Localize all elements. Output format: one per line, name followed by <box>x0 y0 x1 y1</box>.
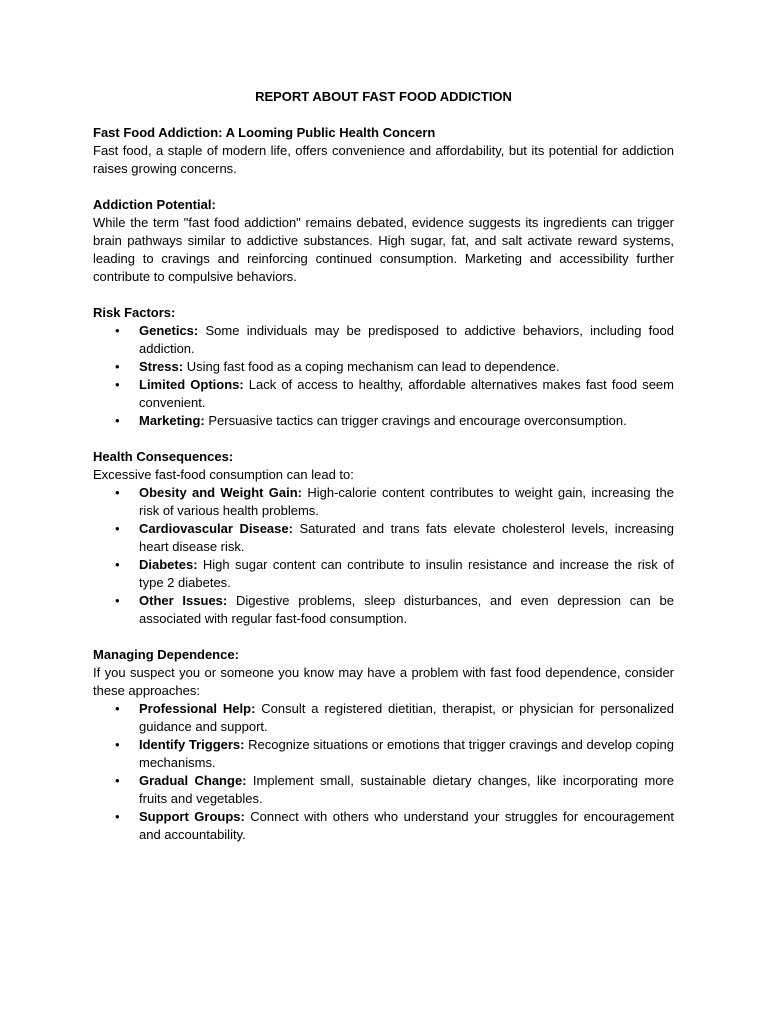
section-heading: Addiction Potential: <box>93 197 216 212</box>
section-intro <box>93 124 674 178</box>
bullet-icon: • <box>115 377 120 392</box>
list-item-text: Connect with others who understand your struggles for encouragement and accountability. <box>139 809 674 842</box>
bullet-icon: • <box>115 701 120 716</box>
list-item-term: Other Issues: <box>139 593 228 608</box>
list-item-text: Consult a registered dietitian, therapist, or physician for personalized guidance and support. <box>139 701 674 734</box>
list-item-term: Gradual Change: <box>139 773 247 788</box>
list-item <box>93 808 674 844</box>
section-risk-factors <box>93 304 674 430</box>
list-item <box>93 736 674 772</box>
list-item-text: Lack of access to healthy, affordable alternatives makes fast food seem convenient. <box>139 377 674 410</box>
list-item-text: Using fast food as a coping mechanism can lead to dependence. <box>186 359 560 374</box>
list-item-term: Support Groups: <box>139 809 245 824</box>
bullet-icon: • <box>115 809 120 824</box>
list-item <box>93 592 674 628</box>
bullet-list <box>93 484 674 628</box>
list-item-text: Implement small, sustainable dietary changes, like incorporating more fruits and vegetables. <box>139 773 675 806</box>
bullet-icon: • <box>115 773 120 788</box>
list-item-term: Stress: <box>139 359 184 374</box>
bullet-icon: • <box>115 359 120 374</box>
list-item-text: High sugar content can contribute to insulin resistance and increase the risk of type 2 diabetes. <box>139 557 674 590</box>
list-item <box>93 556 674 592</box>
bullet-icon: • <box>115 557 120 572</box>
bullet-icon: • <box>115 593 120 608</box>
list-item-term: Diabetes: <box>139 557 198 572</box>
list-item <box>93 700 674 736</box>
bullet-list <box>93 322 674 430</box>
bullet-icon: • <box>115 323 120 338</box>
section-health-consequences <box>93 448 674 628</box>
section-heading: Managing Dependence: <box>93 647 239 662</box>
section-heading: Health Consequences: <box>93 449 234 464</box>
list-item <box>93 376 674 412</box>
list-item-term: Identify Triggers: <box>139 737 245 752</box>
list-item <box>93 412 674 430</box>
section-paragraph: If you suspect you or someone you know may have a problem with fast food dependence, consider these approaches: <box>93 665 674 698</box>
section-heading: Fast Food Addiction: A Looming Public Health Concern <box>93 125 436 140</box>
list-item-text: Persuasive tactics can trigger cravings and encourage overconsumption. <box>208 413 627 428</box>
list-item-term: Limited Options: <box>139 377 244 392</box>
list-item <box>93 484 674 520</box>
section-addiction-potential <box>93 196 674 286</box>
section-managing-dependence <box>93 646 674 844</box>
list-item-text: Saturated and trans fats elevate cholesterol levels, increasing heart disease risk. <box>139 521 674 554</box>
list-item-term: Genetics: <box>139 323 199 338</box>
section-heading: Risk Factors: <box>93 305 176 320</box>
list-item-text: Recognize situations or emotions that trigger cravings and develop coping mechanisms. <box>139 737 674 770</box>
list-item-term: Obesity and Weight Gain: <box>139 485 303 500</box>
list-item <box>93 772 674 808</box>
section-paragraph: While the term "fast food addiction" remains debated, evidence suggests its ingredients can trigger brain pathways similar to addictive substances. High sugar, fat, and salt activate reward systems, leading to cravings and reinforcing continued consumption. Marketing and accessibility further contribute to compulsive behaviors. <box>93 215 674 284</box>
bullet-icon: • <box>115 737 120 752</box>
bullet-icon: • <box>115 485 120 500</box>
list-item-text: Digestive problems, sleep disturbances, and even depression can be associated with regular fast-food consumption. <box>139 593 674 626</box>
list-item-term: Professional Help: <box>139 701 256 716</box>
list-item-term: Cardiovascular Disease: <box>139 521 293 536</box>
list-item-term: Marketing: <box>139 413 205 428</box>
bullet-list <box>93 700 674 844</box>
list-item <box>93 322 674 358</box>
list-item-text: Some individuals may be predisposed to addictive behaviors, including food addiction. <box>139 323 674 356</box>
section-paragraph: Fast food, a staple of modern life, offers convenience and affordability, but its potential for addiction raises growing concerns. <box>93 143 674 176</box>
bullet-icon: • <box>115 521 120 536</box>
list-item <box>93 520 674 556</box>
section-paragraph: Excessive fast-food consumption can lead to: <box>93 467 354 482</box>
document-title: REPORT ABOUT FAST FOOD ADDICTION <box>255 89 512 104</box>
list-item-text: High-calorie content contributes to weight gain, increasing the risk of various health problems. <box>139 485 674 518</box>
bullet-icon: • <box>115 413 120 428</box>
list-item <box>93 358 674 376</box>
document-page <box>93 88 674 862</box>
